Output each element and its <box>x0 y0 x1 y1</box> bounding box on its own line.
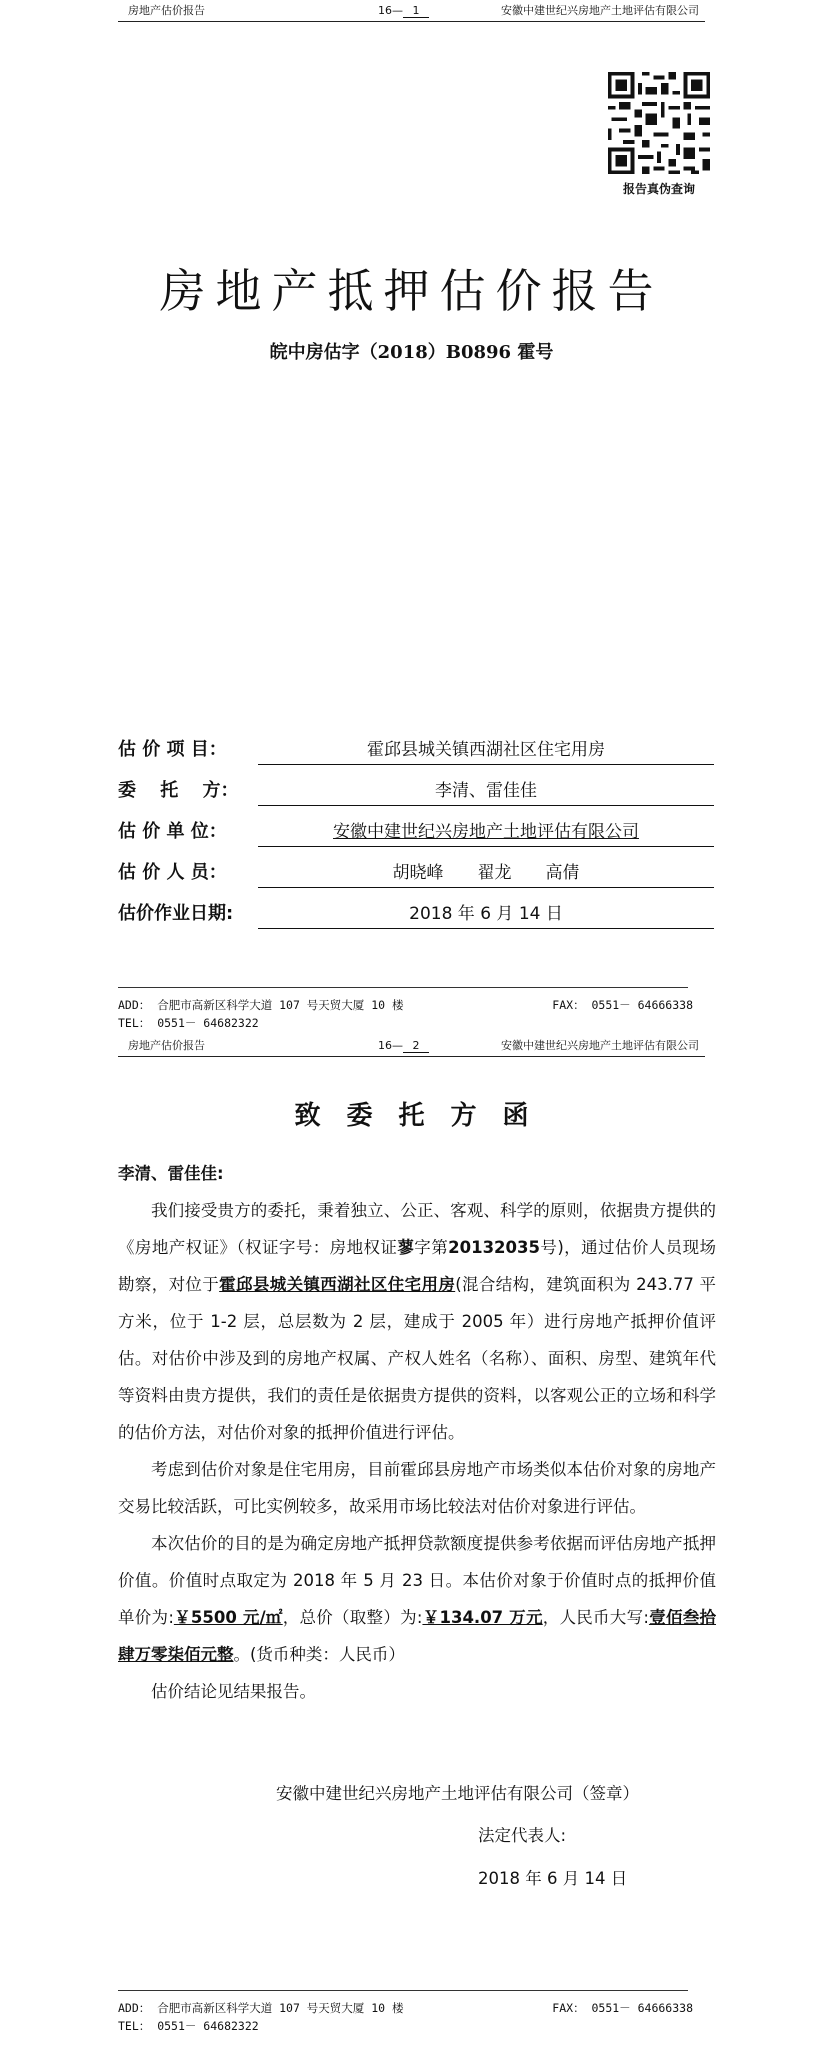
footer-fax: FAX： 0551－ 64666338 <box>552 998 693 1012</box>
footer-address: ADD： 合肥市高新区科学大道 107 号天贸大厦 10 楼 <box>118 998 404 1012</box>
footer-rule <box>118 1990 688 1991</box>
header-right: 安徽中建世纪兴房地产土地评估有限公司 <box>501 1039 699 1052</box>
footer-tel: TEL： 0551－ 64682322 <box>118 2019 259 2033</box>
legal-representative: 法定代表人: <box>478 1826 567 1845</box>
field-client: 委 托 方： 李清、雷佳佳 <box>118 776 718 806</box>
footer-tel: TEL： 0551－ 64682322 <box>118 1016 259 1030</box>
letter-title: 致委托方函 <box>294 1101 555 1131</box>
header-right: 安徽中建世纪兴房地产土地评估有限公司 <box>501 4 699 17</box>
field-appraiser-company: 估 价 单 位： 安徽中建世纪兴房地产土地评估有限公司 <box>118 817 718 847</box>
footer-fax: FAX： 0551－ 64666338 <box>552 2001 693 2015</box>
header-page-number: 16— 1 <box>378 4 429 18</box>
field-work-date: 估价作业日期: 2018 年 6 月 14 日 <box>118 899 718 929</box>
header-left: 房地产估价报告 <box>128 1039 205 1052</box>
paragraph-1: 我们接受贵方的委托，秉着独立、公正、客观、科学的原则，依据贵方提供的《房地产权证》（权证字号：房地权证蓼字第20132035号)，通过估价人员现场勘察，对位于霍邱县城关镇西湖社区住宅用房(混合结构，建筑面积为 243.77 平方米，位于 1-2 层，总层数为 2 层，建成于 2005 年）进行房地产抵押价值评估。对估价中涉及到的房地产权属、产权人姓名（名称）、面积、房型、建筑年代等资料由贵方提供，我们的责任是依据贵方提供的资料，以客观公正的立场和科学的估价方法，对估价对象的抵押价值进行评估。 <box>118 1201 717 1442</box>
company-signature: 安徽中建世纪兴房地产土地评估有限公司（签章） <box>276 1784 639 1803</box>
letter-body <box>118 1155 716 1710</box>
footer-rule <box>118 987 688 988</box>
running-header <box>118 1035 705 1057</box>
paragraph-3: 本次估价的目的是为确定房地产抵押贷款额度提供参考依据而评估房地产抵押价值。价值时点取定为 2018 年 5 月 23 日。本估价对象于价值时点的抵押价值单价为:￥5500 元/㎡，总价（取整）为:￥134.07 万元，人民币大写:壹佰叁拾肆万零柒佰元整。(货币种类：人民币） <box>118 1534 717 1664</box>
salutation: 李清、雷佳佳: <box>118 1164 224 1183</box>
document-number: 皖中房估字（2018）B0896 霍号 <box>269 342 554 363</box>
header-left: 房地产估价报告 <box>128 4 205 17</box>
field-appraisers: 估 价 人 员： 胡晓峰 翟龙 高倩 <box>118 858 718 888</box>
report-title: 房地产抵押估价报告 <box>159 264 664 318</box>
field-project: 估 价 项 目： 霍邱县城关镇西湖社区住宅用房 <box>118 735 718 765</box>
qr-caption: 报告真伪查询 <box>622 182 695 196</box>
header-page-number: 16— 2 <box>378 1039 429 1053</box>
paragraph-2: 考虑到估价对象是住宅用房，目前霍邱县房地产市场类似本估价对象的房地产交易比较活跃，可比实例较多，故采用市场比较法对估价对象进行评估。 <box>118 1460 716 1516</box>
page-2 <box>0 1035 823 2047</box>
letter-date: 2018 年 6 月 14 日 <box>478 1869 628 1888</box>
paragraph-4: 估价结论见结果报告。 <box>151 1682 316 1701</box>
qr-code-icon[interactable] <box>604 68 714 178</box>
running-header <box>118 0 705 22</box>
footer-address: ADD： 合肥市高新区科学大道 107 号天贸大厦 10 楼 <box>118 2001 404 2015</box>
